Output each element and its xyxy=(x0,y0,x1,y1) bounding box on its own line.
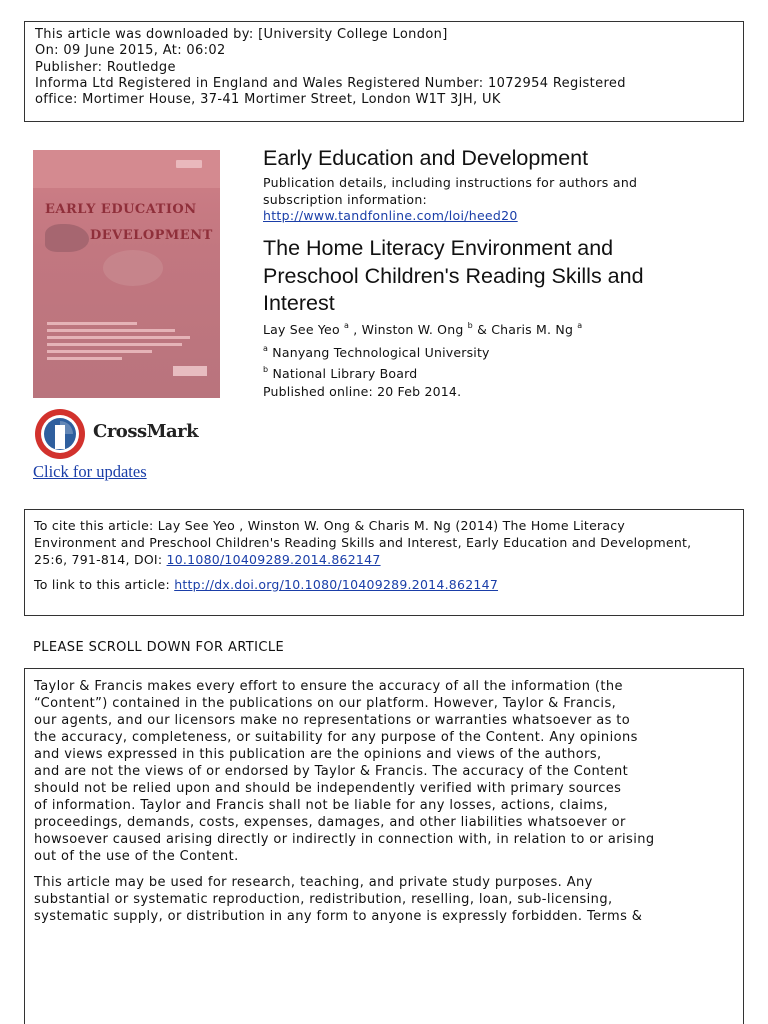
citation-line xyxy=(34,551,734,568)
disclaimer-line: our agents, and our licensors make no representations or warranties whatsoever as to xyxy=(34,713,631,728)
cover-graphic xyxy=(103,250,163,286)
usage-line: systematic supply, or distribution in any form to anyone is expressly forbidden. Terms & xyxy=(34,909,643,924)
disclaimer-line: proceedings, demands, costs, expenses, damages, and other liabilities whatsoever or xyxy=(34,815,626,830)
author-affiliation-mark: b xyxy=(467,321,473,330)
download-info-line: This article was downloaded by: [University College London] xyxy=(35,27,448,42)
usage-line: substantial or systematic reproduction, redistribution, reselling, loan, sub-licensing, xyxy=(34,892,613,907)
author-name: Lay See Yeo xyxy=(263,322,340,337)
download-info-line: Publisher: Routledge xyxy=(35,59,176,75)
usage-paragraph xyxy=(34,874,734,925)
scroll-notice: PLEASE SCROLL DOWN FOR ARTICLE xyxy=(33,640,285,655)
author-affiliation-mark: a xyxy=(577,321,583,330)
download-info-line: office: Mortimer House, 37-41 Mortimer Street, London W1T 3JH, UK xyxy=(35,92,501,108)
disclaimer-line: of information. Taylor and Francis shall not be liable for any losses, actions, claims, xyxy=(34,798,609,813)
download-info-line: Informa Ltd Registered in England and Wales Registered Number: 1072954 Registered xyxy=(35,75,626,91)
crossmark-badge[interactable] xyxy=(33,407,199,461)
disclaimer-line: howsoever caused arising directly or indirectly in connection with, in relation to or arising xyxy=(34,832,655,847)
disclaimer-line: “Content”) contained in the publications on our platform. However, Taylor & Francis, xyxy=(34,696,617,711)
disclaimer-line: should not be relied upon and should be independently verified with primary sources xyxy=(34,781,622,796)
cover-title-line: EARLY EDUCATION xyxy=(45,202,197,217)
crossmark-label: CrossMark xyxy=(93,421,199,442)
crossmark-icon xyxy=(33,407,87,461)
author-affiliation-mark: a xyxy=(344,321,350,330)
author-list xyxy=(263,321,582,337)
cover-issn-mark xyxy=(176,160,202,168)
check-for-updates-link[interactable]: Click for updates xyxy=(33,462,147,481)
author-name: Winston W. Ong xyxy=(361,322,464,337)
journal-url-link[interactable]: http://www.tandfonline.com/loi/heed20 xyxy=(263,208,518,223)
article-link-label: To link to this article: xyxy=(34,577,170,592)
disclaimer-line: and views expressed in this publication are the opinions and views of the authors, xyxy=(34,747,602,762)
download-info-box xyxy=(24,21,744,122)
author-separator: & xyxy=(477,322,492,337)
disclaimer-box xyxy=(24,668,744,1024)
author-name: Charis M. Ng xyxy=(491,322,574,337)
doi-link[interactable]: 10.1080/10409289.2014.862147 xyxy=(166,552,381,567)
disclaimer-line: out of the use of the Content. xyxy=(34,849,239,864)
journal-title: Early Education and Development xyxy=(263,146,589,170)
cover-publisher-mark xyxy=(173,366,207,376)
usage-line: This article may be used for research, teaching, and private study purposes. Any xyxy=(34,875,593,890)
article-doi-url-link[interactable]: http://dx.doi.org/10.1080/10409289.2014.862147 xyxy=(174,577,499,592)
publication-details-line: subscription information: xyxy=(263,191,428,207)
published-date: Published online: 20 Feb 2014. xyxy=(263,384,462,399)
cover-title-line: DEVELOPMENT xyxy=(90,228,213,243)
disclaimer-paragraph xyxy=(34,678,734,865)
download-info-line: On: 09 June 2015, At: 06:02 xyxy=(35,43,226,59)
disclaimer-line: the accuracy, completeness, or suitability for any purpose of the Content. Any opinions xyxy=(34,730,638,745)
journal-cover-image[interactable] xyxy=(33,150,220,398)
affiliation xyxy=(263,344,490,360)
article-title xyxy=(263,235,644,318)
citation-line: Environment and Preschool Children's Reading Skills and Interest, Early Education and Development, xyxy=(34,535,692,550)
article-title-line: The Home Literacy Environment and xyxy=(263,236,614,260)
citation-box xyxy=(24,509,744,616)
cover-contents-lines xyxy=(47,322,197,364)
affiliation-name: National Library Board xyxy=(272,366,418,381)
affiliation-mark: a xyxy=(263,344,269,353)
citation-line: To cite this article: Lay See Yeo , Winston W. Ong & Charis M. Ng (2014) The Home Literacy xyxy=(34,518,626,533)
cover-top-band xyxy=(33,150,220,188)
article-title-line: Preschool Children's Reading Skills and xyxy=(263,263,644,288)
affiliation-mark: b xyxy=(263,365,269,374)
affiliation-name: Nanyang Technological University xyxy=(272,345,490,360)
affiliation xyxy=(263,365,417,381)
cover-graphic xyxy=(45,224,89,252)
citation-volume-pages: 25:6, 791-814, DOI: xyxy=(34,552,167,567)
disclaimer-line: and are not the views of or endorsed by Taylor & Francis. The accuracy of the Content xyxy=(34,764,629,779)
article-title-line: Interest xyxy=(263,291,335,315)
author-separator: , xyxy=(353,322,362,337)
publication-details-line: Publication details, including instructions for authors and xyxy=(263,175,638,190)
article-link-row xyxy=(34,576,734,593)
disclaimer-line: Taylor & Francis makes every effort to ensure the accuracy of all the information (the xyxy=(34,679,623,694)
publication-details xyxy=(263,175,637,208)
